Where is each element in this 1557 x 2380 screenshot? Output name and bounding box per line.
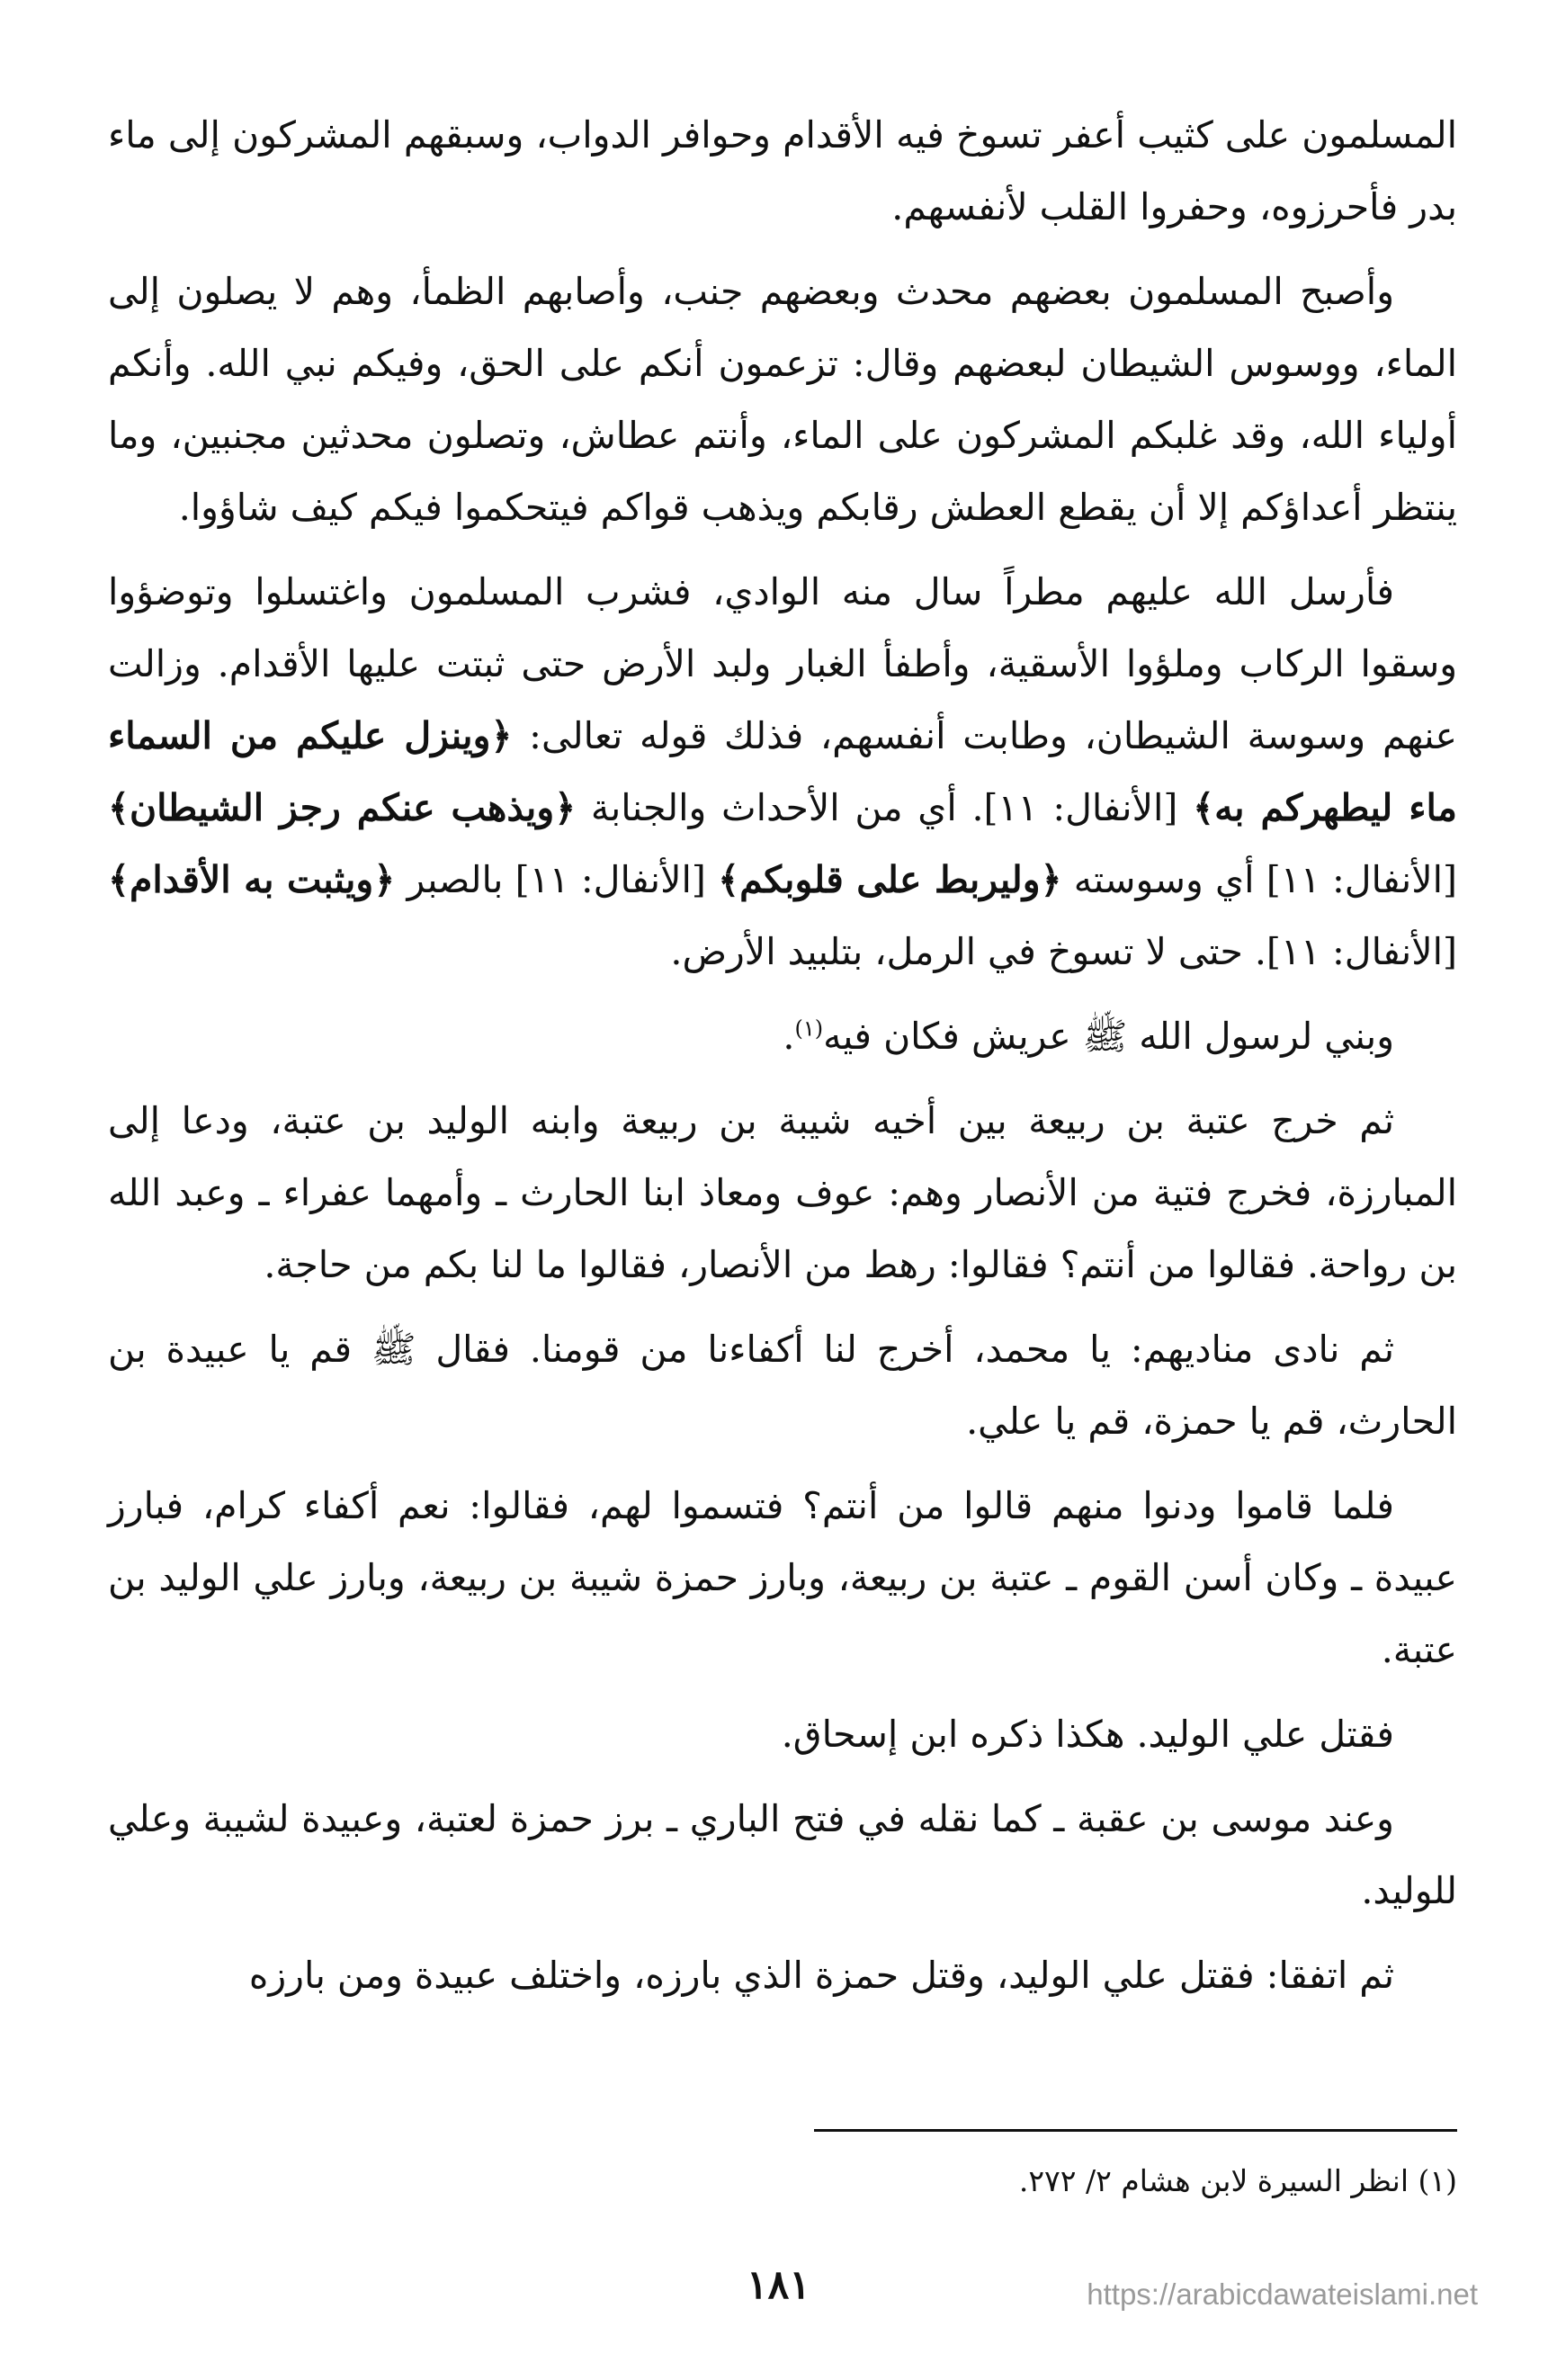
paragraph-3-text-a: فأرسل الله عليهم مطراً سال منه الوادي، فشرب المسلمون واغتسلوا وتوضؤوا وسقوا الركاب وملؤوا الأسقية، وأطفأ الغبار ولبد الأرض حتى ثبتت عليها الأقدام. وزالت عنهم وسوسة الشيطان، وطابت أنفسهم، فذلك قوله تعالى: xyxy=(108,570,1457,757)
paragraph-5: ثم خرج عتبة بن ربيعة بين أخيه شيبة بن ربيعة وابنه الوليد بن عتبة، ودعا إلى المبارزة، فخرج فتية من الأنصار وهم: عوف ومعاذ ابنا الحارث ـ وأمهما عفراء ـ وعبد الله بن رواحة. فقالوا من أنتم؟ فقالوا: رهط من الأنصار، فقالوا ما لنا بكم من حاجة. xyxy=(108,1099,1457,1286)
quran-quote-3: ﴿وليربط على قلوبكم﴾ xyxy=(718,858,1062,901)
paragraph-4-text: وبني لرسول الله ﷺ عريش فكان فيه xyxy=(823,1015,1394,1058)
quran-quote-1: ﴿وينزل عليكم من السماء ماء ليطهركم به﴾ xyxy=(108,714,1457,829)
paragraph-6: ثم نادى مناديهم: يا محمد، أخرج لنا أكفاءنا من قومنا. فقال ﷺ قم يا عبيدة بن الحارث، قم يا حمزة، قم يا علي. xyxy=(108,1328,1457,1443)
paragraph-9: وعند موسى بن عقبة ـ كما نقله في فتح الباري ـ برز حمزة لعتبة، وعبيدة لشيبة وعلي للوليد. xyxy=(108,1797,1457,1912)
paragraph-3-text-d: [الأنفال: ١١] بالصبر xyxy=(395,858,719,901)
paragraph-4-end: . xyxy=(783,1015,795,1058)
paragraph-1: المسلمون على كثيب أعفر تسوخ فيه الأقدام وحوافر الدواب، وسبقهم المشركون إلى ماء بدر فأحرزوه، وحفروا القلب لأنفسهم. xyxy=(108,113,1457,228)
paragraph-3 xyxy=(108,556,1457,988)
page-number: ١٨١ xyxy=(747,2262,810,2308)
paragraph-4 xyxy=(108,1000,1457,1072)
page-body xyxy=(108,99,1457,2024)
footnote-reference[interactable]: (١) xyxy=(794,1016,824,1042)
paragraph-3-text-c: [الأنفال: ١١] أي وسوسته xyxy=(1061,858,1457,901)
paragraph-3-text-e: [الأنفال: ١١]. حتى لا تسوخ في الرمل، بتلبيد الأرض. xyxy=(670,930,1457,973)
quran-quote-2: ﴿ويذهب عنكم رجز الشيطان﴾ xyxy=(108,786,577,829)
footnote-divider xyxy=(814,2129,1457,2132)
paragraph-10: ثم اتفقا: فقتل علي الوليد، وقتل حمزة الذي بارزه، واختلف عبيدة ومن بارزه xyxy=(248,1954,1394,1997)
paragraph-3-text-b: [الأنفال: ١١]. أي من الأحداث والجنابة xyxy=(576,786,1194,829)
paragraph-8: فقتل علي الوليد. هكذا ذكره ابن إسحاق. xyxy=(781,1713,1394,1756)
paragraph-2: وأصبح المسلمون بعضهم محدث وبعضهم جنب، وأصابهم الظمأ، وهم لا يصلون إلى الماء، ووسوس الشيطان لبعضهم وقال: تزعمون أنكم على الحق، وفيكم نبي الله. وأنكم أولياء الله، وقد غلبكم المشركون على الماء، وأنتم عطاش، وتصلون محدثين مجنبين، وما ينتظر أعداؤكم إلا أن يقطع العطش رقابكم ويذهب قواكم فيتحكموا فيكم كيف شاؤوا. xyxy=(108,270,1457,529)
footnote: (١) انظر السيرة لابن هشام ٢/ ٢٧٢. xyxy=(1018,2163,1457,2198)
watermark-url[interactable]: https://arabicdawateislami.net xyxy=(1087,2277,1478,2311)
paragraph-7: فلما قاموا ودنوا منهم قالوا من أنتم؟ فتسموا لهم، فقالوا: نعم أكفاء كرام، فبارز عبيدة ـ وكان أسن القوم ـ عتبة بن ربيعة، وبارز حمزة شيبة بن ربيعة، وبارز علي الوليد بن عتبة. xyxy=(108,1484,1457,1671)
quran-quote-4: ﴿ويثبت به الأقدام﴾ xyxy=(108,858,396,901)
